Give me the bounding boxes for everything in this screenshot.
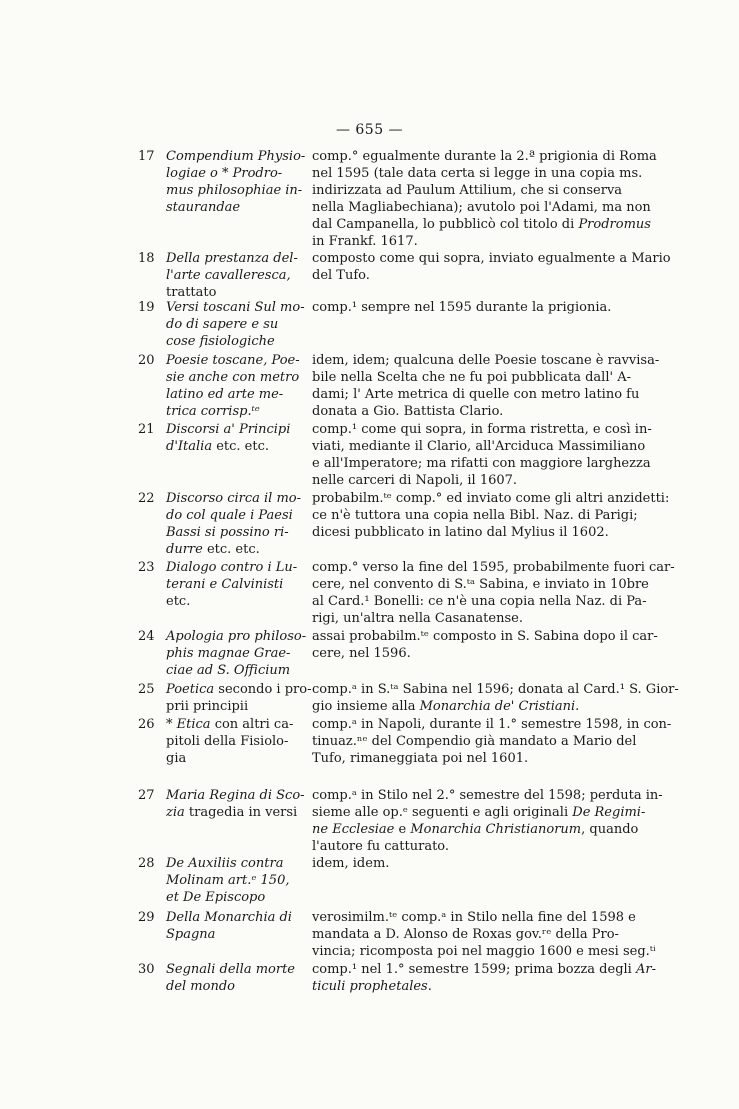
entry-description: comp.¹ sempre nel 1595 durante la prigionia. xyxy=(312,300,612,315)
entry-number: 25 xyxy=(138,682,155,697)
page-number: — 655 — xyxy=(335,122,404,138)
entry-number: 27 xyxy=(138,788,155,803)
entry-title: Maria Regina di Sco- zia tragedia in versi xyxy=(166,788,305,820)
entry-description: comp.ᵃ in Stilo nel 2.° semestre del 1598; perduta in- sieme alle op.ᵉ seguenti e agli originali De Regimi- ne Ecclesiae e Monarchia Christianorum, quando l'autore fu catturato. xyxy=(312,788,663,854)
entry-title: Discorso circa il mo- do col quale i Paesi Bassi si possino ri- durre etc. etc. xyxy=(166,491,302,557)
entry-title: De Auxiliis contra Molinam art.ᵉ 150, et De Episcopo xyxy=(166,856,290,905)
entry-title: Compendium Physio- logiae o * Prodro- mus philosophiae in- staurandae xyxy=(166,149,306,215)
entry-description: comp.¹ nel 1.° semestre 1599; prima bozza degli Ar- ticuli prophetales. xyxy=(312,962,656,994)
entry-description: idem, idem. xyxy=(312,856,390,871)
entry-number: 21 xyxy=(138,422,155,437)
entry-number: 23 xyxy=(138,560,155,575)
entry-description: comp.ᵃ in S.ᵗᵃ Sabina nel 1596; donata al Card.¹ S. Gior- gio insieme alla Monarchia de' Cristiani. xyxy=(312,682,679,714)
entry-title: Della prestanza del- l'arte cavalleresca, trattato xyxy=(166,251,298,300)
entry-description: comp.ᵃ in Napoli, durante il 1.° semestre 1598, in con- tinuaz.ⁿᵉ del Compendio già mandato a Mario del Tufo, rimaneggiata poi nel 1601. xyxy=(312,717,672,766)
entry-number: 18 xyxy=(138,251,155,266)
entry-number: 19 xyxy=(138,300,155,315)
entry-title: Dialogo contro i Lu- terani e Calvinisti etc. xyxy=(166,560,298,609)
entry-number: 22 xyxy=(138,491,155,506)
entry-description: comp.° egualmente durante la 2.ª prigionia di Roma nel 1595 (tale data certa si legge in una copia ms. indirizzata ad Paulum Attilium, che si conserva nella Magliabechiana); avutolo poi l'Adami, ma non dal Campanella, lo pubblicò col titolo di Prodromus in Frankf. 1617. xyxy=(312,149,657,249)
entry-number: 28 xyxy=(138,856,155,871)
entry-number: 29 xyxy=(138,910,155,925)
entry-title: Versi toscani Sul mo- do di sapere e su cose fisiologiche xyxy=(166,300,305,349)
entry-number: 17 xyxy=(138,149,155,164)
entry-number: 20 xyxy=(138,353,155,368)
entry-number: 24 xyxy=(138,629,155,644)
entry-number: 30 xyxy=(138,962,155,977)
entry-description: probabilm.ᵗᵉ comp.° ed inviato come gli altri anzidetti: ce n'è tuttora una copia nella Bibl. Naz. di Parigi; dicesi pubblicato in latino dal Mylius il 1602. xyxy=(312,491,670,540)
entry-title: Discorsi a' Principi d'Italia etc. etc. xyxy=(166,422,291,454)
entry-title: Apologia pro philoso- phis magnae Grae- ciae ad S. Officium xyxy=(166,629,307,678)
entry-title: * Etica con altri ca- pitoli della Fisiolo- gia xyxy=(166,717,294,766)
entry-title: Segnali della morte del mondo xyxy=(166,962,295,994)
entry-description: assai probabilm.ᵗᵉ composto in S. Sabina dopo il car- cere, nel 1596. xyxy=(312,629,658,661)
entry-description: comp.¹ come qui sopra, in forma ristretta, e così in- viati, mediante il Clario, all'Arciduca Massimiliano e all'Imperatore; ma rifatti con maggiore larghezza nelle carceri di Napoli, il 1607. xyxy=(312,422,652,488)
entry-title: Poetica secondo i pro- prii principii xyxy=(166,682,312,714)
entry-description: idem, idem; qualcuna delle Poesie toscane è ravvisa- bile nella Scelta che ne fu poi pubblicata dall' A- dami; l' Arte metrica di quelle con metro latino fu donata a Gio. Battista Clario. xyxy=(312,353,660,419)
entry-description: comp.° verso la fine del 1595, probabilmente fuori car- cere, nel convento di S.ᵗᵃ Sabina, e inviato in 10bre al Card.¹ Bonelli: ce n'è una copia nella Naz. di Pa- rigi, un'altra nella Casanatense. xyxy=(312,560,675,626)
entry-title: Poesie toscane, Poe- sie anche con metro latino ed arte me- trica corrisp.ᵗᵉ xyxy=(166,353,300,419)
entry-title: Della Monarchia di Spagna xyxy=(166,910,292,942)
entry-number: 26 xyxy=(138,717,155,732)
entry-description: verosimilm.ᵗᵉ comp.ᵃ in Stilo nella fine del 1598 e mandata a D. Alonso de Roxas gov.ʳᵉ della Pro- vincia; ricomposta poi nel maggio 1600 e mesi seg.ᵗⁱ xyxy=(312,910,656,959)
entry-description: composto come qui sopra, inviato egualmente a Mario del Tufo. xyxy=(312,251,671,283)
